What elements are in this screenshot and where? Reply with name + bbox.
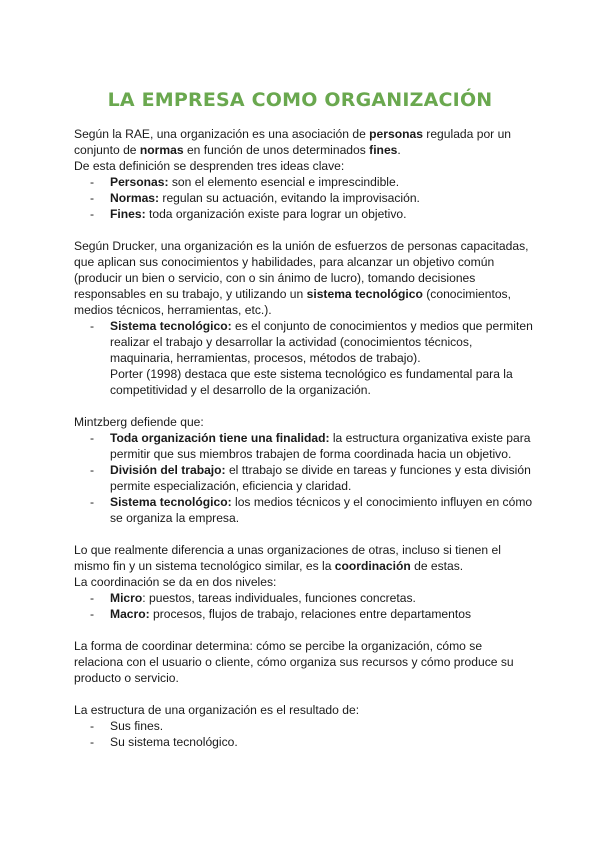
bold-term: Sistema tecnológico: bbox=[110, 319, 232, 333]
structure-list bbox=[74, 718, 534, 750]
bold-term: personas bbox=[369, 127, 423, 141]
text-run: : puestos, tareas individuales, funciones concretas. bbox=[142, 591, 416, 605]
drucker-list bbox=[74, 318, 534, 398]
list-item bbox=[74, 206, 534, 222]
key-ideas-lead: De esta definición se desprenden tres ideas clave: bbox=[74, 159, 345, 173]
document-body bbox=[74, 126, 534, 750]
mintzberg-lead: Mintzberg defiende que: bbox=[74, 415, 204, 429]
text-run: procesos, flujos de trabajo, relaciones entre departamentos bbox=[149, 607, 471, 621]
text-run: el ttrabajo se divide en tareas y funciones y esta división permite especialización, eficiencia y claridad. bbox=[110, 463, 531, 493]
bold-term: División del trabajo: bbox=[110, 463, 226, 477]
text-run: Lo que realmente diferencia a unas organizaciones de otras, incluso si tienen el mismo fin y un sistema tecnológico similar, es la bbox=[74, 543, 501, 573]
bold-term: Personas: bbox=[110, 175, 169, 189]
drucker-paragraph bbox=[74, 238, 534, 318]
key-ideas-list bbox=[74, 174, 534, 222]
bold-term: coordinación bbox=[334, 559, 411, 573]
bold-term: normas bbox=[139, 143, 184, 157]
bold-term: Toda organización tiene una finalidad: bbox=[110, 431, 330, 445]
bold-term: Micro bbox=[110, 591, 143, 605]
text-run: regulada por un conjunto de bbox=[74, 127, 512, 157]
porter-note: Porter (1998) destaca que este sistema tecnológico es fundamental para la competitividad y el desarrollo de la organización. bbox=[110, 367, 513, 397]
list-item bbox=[74, 590, 534, 606]
text-run: toda organización existe para lograr un objetivo. bbox=[145, 207, 407, 221]
text-run: regulan su actuación, evitando la improvisación. bbox=[159, 191, 420, 205]
text-run: en función de unos determinados bbox=[183, 143, 370, 157]
text-run: Según Drucker, una organización es la unión de esfuerzos de personas capacitadas, que aplican sus conocimientos y habilidades, para alcanzar un objetivo común (producir un bien o servicio, con o sin ánimo de lucro), tomando decisiones responsables en su trabajo, y utilizando un bbox=[74, 239, 529, 301]
coordination-levels-lead: La coordinación se da en dos niveles: bbox=[74, 575, 277, 589]
text-run: los medios técnicos y el conocimiento influyen en cómo se organiza la empresa. bbox=[110, 495, 533, 525]
list-item: - Su sistema tecnológico. bbox=[74, 734, 534, 750]
list-item bbox=[74, 318, 534, 398]
structure-lead: La estructura de una organización es el resultado de: bbox=[74, 703, 360, 717]
document-title: LA EMPRESA COMO ORGANIZACIÓN bbox=[107, 89, 493, 111]
bold-term: Fines: bbox=[110, 207, 146, 221]
text-run: Según la RAE, una organización es una asociación de bbox=[74, 127, 370, 141]
text-run: la estructura organizativa existe para permitir que sus miembros trabajen de forma coordinada hacia un objetivo. bbox=[110, 431, 531, 461]
bold-term: Macro: bbox=[110, 607, 150, 621]
coordination-levels-list bbox=[74, 590, 534, 622]
text-run: son el elemento esencial e imprescindible. bbox=[168, 175, 400, 189]
text-run: de estas. bbox=[410, 559, 464, 573]
mintzberg-list bbox=[74, 430, 534, 526]
list-item bbox=[74, 462, 534, 494]
list-item bbox=[74, 174, 534, 190]
bold-term: Sistema tecnológico: bbox=[110, 495, 232, 509]
rae-definition-paragraph bbox=[74, 126, 534, 158]
text-run: . bbox=[397, 143, 401, 157]
bold-term: Normas: bbox=[110, 191, 160, 205]
list-item: - Sus fines. bbox=[74, 718, 534, 734]
coordination-form-paragraph: La forma de coordinar determina: cómo se percibe la organización, cómo se relaciona con el usuario o cliente, cómo organiza sus recursos y cómo produce su producto o servicio. bbox=[74, 639, 514, 685]
text-run: es el conjunto de conocimientos y medios que permiten realizar el trabajo y desarrollar la actividad (conocimientos técnicos, maquinaria, herramientas, procesos, métodos de trabajo). bbox=[110, 319, 533, 365]
coordination-paragraph bbox=[74, 542, 534, 574]
bold-term: fines bbox=[369, 143, 398, 157]
text-run: (conocimientos, medios técnicos, herramientas, etc.). bbox=[74, 287, 511, 317]
bold-term: sistema tecnológico bbox=[306, 287, 423, 301]
list-item bbox=[74, 494, 534, 526]
list-item bbox=[74, 430, 534, 462]
list-item bbox=[74, 606, 534, 622]
list-item bbox=[74, 190, 534, 206]
